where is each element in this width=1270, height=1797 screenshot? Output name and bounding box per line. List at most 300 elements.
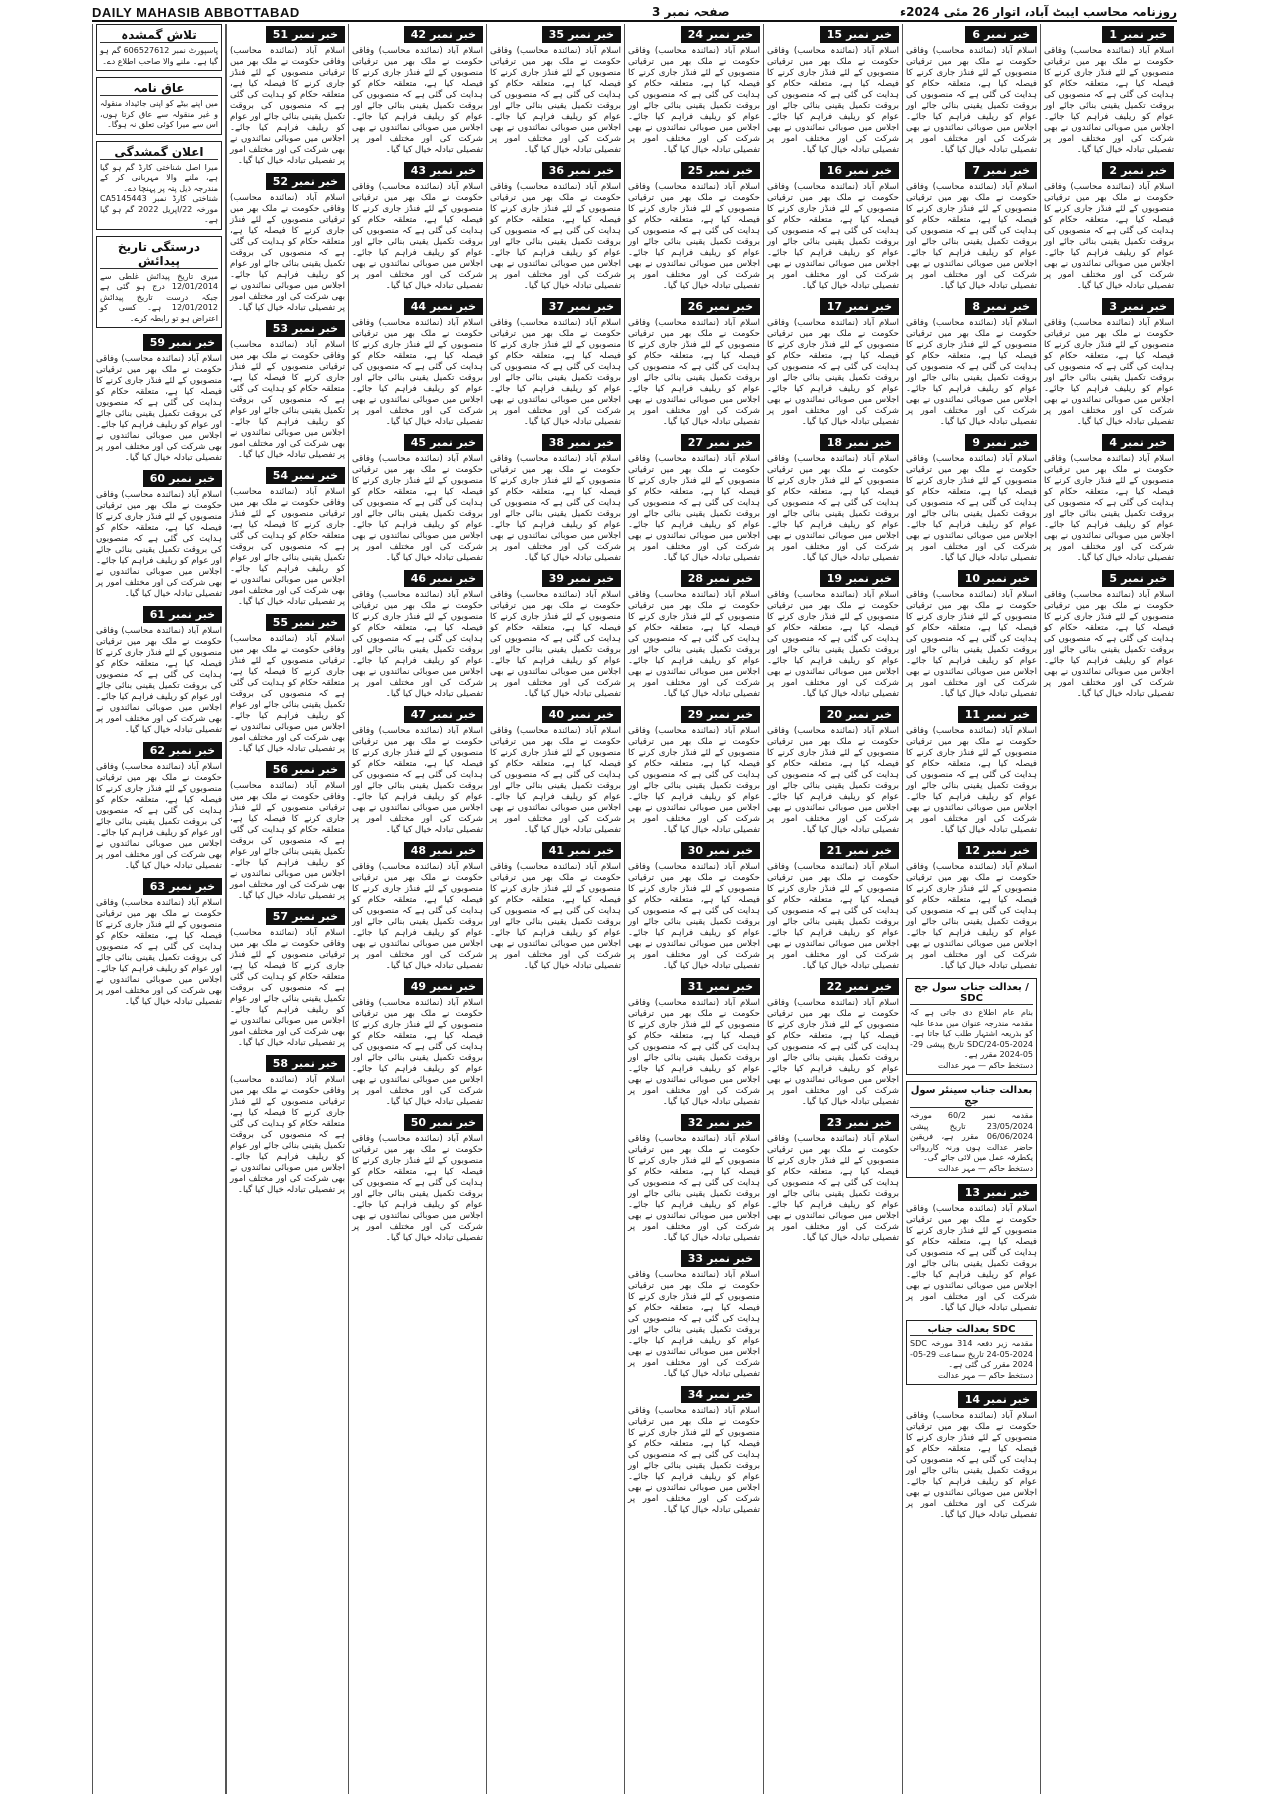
news-item	[1044, 162, 1174, 292]
news-number-badge	[958, 1184, 1037, 1201]
news-number-badge	[681, 570, 760, 587]
news-number-badge	[820, 570, 899, 587]
news-number-badge	[958, 842, 1037, 859]
column-4	[624, 24, 763, 1794]
lost-found-title: تلاش گمشدہ	[100, 28, 218, 43]
news-text: اسلام آباد (نمائندہ محاسب) وفاقی حکومت نے ملک بھر میں ترقیاتی منصوبوں کے لئے فنڈز جاری کرنے کا فیصلہ کیا ہے، متعلقہ حکام کو ہدایت کی گئی ہے کہ منصوبوں کی بروقت تکمیل یقینی بنائی جائے اور عوام کو ریلیف فراہم کیا جائے۔ اجلاس میں صوبائی نمائندوں نے بھی شرکت کی اور مختلف امور پر تفصیلی تبادلہ خیال کیا گیا۔	[906, 318, 1037, 427]
news-text: اسلام آباد (نمائندہ محاسب) وفاقی حکومت نے ملک بھر میں ترقیاتی منصوبوں کے لئے فنڈز جاری کرنے کا فیصلہ کیا ہے، متعلقہ حکام کو ہدایت کی گئی ہے کہ منصوبوں کی بروقت تکمیل یقینی بنائی جائے اور عوام کو ریلیف فراہم کیا جائے۔ اجلاس میں صوبائی نمائندوں نے بھی شرکت کی اور مختلف امور پر تفصیلی تبادلہ خیال کیا گیا۔	[906, 590, 1037, 699]
news-item	[628, 842, 760, 972]
news-number-badge	[542, 298, 621, 315]
news-label: خبر نمبر	[568, 436, 614, 449]
news-number: 53	[272, 322, 289, 335]
news-number-badge	[958, 706, 1037, 723]
paper-date: روزنامہ محاسب ایبٹ آباد، اتوار 26 مئی 2024ء	[899, 5, 1177, 19]
news-label: خبر نمبر	[292, 175, 338, 188]
news-label: خبر نمبر	[169, 880, 215, 893]
news-number: 20	[826, 708, 843, 721]
news-text: اسلام آباد (نمائندہ محاسب) وفاقی حکومت نے ملک بھر میں ترقیاتی منصوبوں کے لئے فنڈز جاری کرنے کا فیصلہ کیا ہے، متعلقہ حکام کو ہدایت کی گئی ہے کہ منصوبوں کی بروقت تکمیل یقینی بنائی جائے اور عوام کو ریلیف فراہم کیا جائے۔ اجلاس میں صوبائی نمائندوں نے بھی شرکت کی اور مختلف امور پر تفصیلی تبادلہ خیال کیا گیا۔	[628, 590, 760, 699]
news-label: خبر نمبر	[707, 844, 753, 857]
news-item	[96, 606, 222, 736]
news-item	[1044, 570, 1174, 700]
news-item	[490, 162, 621, 292]
news-number-badge	[681, 706, 760, 723]
news-text: اسلام آباد (نمائندہ محاسب) وفاقی حکومت نے ملک بھر میں ترقیاتی منصوبوں کے لئے فنڈز جاری کرنے کا فیصلہ کیا ہے، متعلقہ حکام کو ہدایت کی گئی ہے کہ منصوبوں کی بروقت تکمیل یقینی بنائی جائے اور عوام کو ریلیف فراہم کیا جائے۔ اجلاس میں صوبائی نمائندوں نے بھی شرکت کی اور مختلف امور پر تفصیلی تبادلہ خیال کیا گیا۔	[906, 1204, 1037, 1313]
news-number-badge	[542, 162, 621, 179]
news-number: 48	[410, 844, 427, 857]
news-text: اسلام آباد (نمائندہ محاسب) وفاقی حکومت نے ملک بھر میں ترقیاتی منصوبوں کے لئے فنڈز جاری کرنے کا فیصلہ کیا ہے، متعلقہ حکام کو ہدایت کی گئی ہے کہ منصوبوں کی بروقت تکمیل یقینی بنائی جائے اور عوام کو ریلیف فراہم کیا جائے۔ اجلاس میں صوبائی نمائندوں نے بھی شرکت کی اور مختلف امور پر تفصیلی تبادلہ خیال کیا گیا۔	[906, 1411, 1037, 1520]
dob-title: درستگی تاریخ پیدائش	[100, 240, 218, 269]
column-7	[226, 24, 348, 1794]
news-number: 49	[410, 980, 427, 993]
news-label: خبر نمبر	[568, 572, 614, 585]
page-number: صفحہ نمبر 3	[652, 5, 730, 19]
news-item	[767, 162, 899, 292]
news-item	[230, 26, 345, 167]
news-number: 40	[548, 708, 565, 721]
news-text: اسلام آباد (نمائندہ محاسب) وفاقی حکومت نے ملک بھر میں ترقیاتی منصوبوں کے لئے فنڈز جاری کرنے کا فیصلہ کیا ہے، متعلقہ حکام کو ہدایت کی گئی ہے کہ منصوبوں کی بروقت تکمیل یقینی بنائی جائے اور عوام کو ریلیف فراہم کیا جائے۔ اجلاس میں صوبائی نمائندوں نے بھی شرکت کی اور مختلف امور پر تفصیلی تبادلہ خیال کیا گیا۔	[906, 862, 1037, 971]
news-item	[230, 908, 345, 1049]
news-item	[352, 842, 483, 972]
news-item	[96, 334, 222, 464]
news-label: خبر نمبر	[1121, 572, 1167, 585]
news-number: 24	[687, 28, 704, 41]
news-text: اسلام آباد (نمائندہ محاسب) وفاقی حکومت نے ملک بھر میں ترقیاتی منصوبوں کے لئے فنڈز جاری کرنے کا فیصلہ کیا ہے، متعلقہ حکام کو ہدایت کی گئی ہے کہ منصوبوں کی بروقت تکمیل یقینی بنائی جائے اور عوام کو ریلیف فراہم کیا جائے۔ اجلاس میں صوبائی نمائندوں نے بھی شرکت کی اور مختلف امور پر تفصیلی تبادلہ خیال کیا گیا۔	[230, 634, 345, 754]
news-text: اسلام آباد (نمائندہ محاسب) وفاقی حکومت نے ملک بھر میں ترقیاتی منصوبوں کے لئے فنڈز جاری کرنے کا فیصلہ کیا ہے، متعلقہ حکام کو ہدایت کی گئی ہے کہ منصوبوں کی بروقت تکمیل یقینی بنائی جائے اور عوام کو ریلیف فراہم کیا جائے۔ اجلاس میں صوبائی نمائندوں نے بھی شرکت کی اور مختلف امور پر تفصیلی تبادلہ خیال کیا گیا۔	[230, 193, 345, 313]
news-label: خبر نمبر	[568, 164, 614, 177]
news-text: اسلام آباد (نمائندہ محاسب) وفاقی حکومت نے ملک بھر میں ترقیاتی منصوبوں کے لئے فنڈز جاری کرنے کا فیصلہ کیا ہے، متعلقہ حکام کو ہدایت کی گئی ہے کہ منصوبوں کی بروقت تکمیل یقینی بنائی جائے اور عوام کو ریلیف فراہم کیا جائے۔ اجلاس میں صوبائی نمائندوں نے بھی شرکت کی اور مختلف امور پر تفصیلی تبادلہ خیال کیا گیا۔	[1044, 46, 1174, 155]
news-number: 19	[826, 572, 843, 585]
news-text: اسلام آباد (نمائندہ محاسب) وفاقی حکومت نے ملک بھر میں ترقیاتی منصوبوں کے لئے فنڈز جاری کرنے کا فیصلہ کیا ہے، متعلقہ حکام کو ہدایت کی گئی ہے کہ منصوبوں کی بروقت تکمیل یقینی بنائی جائے اور عوام کو ریلیف فراہم کیا جائے۔ اجلاس میں صوبائی نمائندوں نے بھی شرکت کی اور مختلف امور پر تفصیلی تبادلہ خیال کیا گیا۔	[767, 318, 899, 427]
news-item	[230, 761, 345, 902]
news-number-badge	[404, 706, 483, 723]
news-number: 63	[149, 880, 166, 893]
news-label: خبر نمبر	[292, 616, 338, 629]
news-item	[1044, 26, 1174, 156]
news-number: 41	[548, 844, 565, 857]
news-number: 62	[149, 744, 166, 757]
news-number: 35	[548, 28, 565, 41]
news-item	[352, 298, 483, 428]
news-text: اسلام آباد (نمائندہ محاسب) وفاقی حکومت نے ملک بھر میں ترقیاتی منصوبوں کے لئے فنڈز جاری کرنے کا فیصلہ کیا ہے، متعلقہ حکام کو ہدایت کی گئی ہے کہ منصوبوں کی بروقت تکمیل یقینی بنائی جائے اور عوام کو ریلیف فراہم کیا جائے۔ اجلاس میں صوبائی نمائندوں نے بھی شرکت کی اور مختلف امور پر تفصیلی تبادلہ خیال کیا گیا۔	[230, 46, 345, 166]
news-item	[352, 706, 483, 836]
news-number-badge	[542, 434, 621, 451]
news-number-badge	[820, 434, 899, 451]
news-text: اسلام آباد (نمائندہ محاسب) وفاقی حکومت نے ملک بھر میں ترقیاتی منصوبوں کے لئے فنڈز جاری کرنے کا فیصلہ کیا ہے، متعلقہ حکام کو ہدایت کی گئی ہے کہ منصوبوں کی بروقت تکمیل یقینی بنائی جائے اور عوام کو ریلیف فراہم کیا جائے۔ اجلاس میں صوبائی نمائندوں نے بھی شرکت کی اور مختلف امور پر تفصیلی تبادلہ خیال کیا گیا۔	[490, 726, 621, 835]
news-text: اسلام آباد (نمائندہ محاسب) وفاقی حکومت نے ملک بھر میں ترقیاتی منصوبوں کے لئے فنڈز جاری کرنے کا فیصلہ کیا ہے، متعلقہ حکام کو ہدایت کی گئی ہے کہ منصوبوں کی بروقت تکمیل یقینی بنائی جائے اور عوام کو ریلیف فراہم کیا جائے۔ اجلاس میں صوبائی نمائندوں نے بھی شرکت کی اور مختلف امور پر تفصیلی تبادلہ خیال کیا گیا۔	[1044, 182, 1174, 291]
news-number: 54	[272, 469, 289, 482]
news-number-badge	[965, 298, 1037, 315]
news-item	[1044, 298, 1174, 428]
news-item	[1044, 434, 1174, 564]
news-number-badge	[266, 26, 345, 43]
news-label: خبر نمبر	[292, 763, 338, 776]
news-number-badge	[542, 842, 621, 859]
news-number-badge	[542, 706, 621, 723]
news-number: 4	[1109, 436, 1118, 449]
news-number: 45	[410, 436, 427, 449]
column-8	[92, 24, 226, 1794]
news-number: 51	[272, 28, 289, 41]
news-label: خبر نمبر	[430, 572, 476, 585]
news-number-badge	[542, 570, 621, 587]
news-label: خبر نمبر	[846, 980, 892, 993]
news-text: اسلام آباد (نمائندہ محاسب) وفاقی حکومت نے ملک بھر میں ترقیاتی منصوبوں کے لئے فنڈز جاری کرنے کا فیصلہ کیا ہے، متعلقہ حکام کو ہدایت کی گئی ہے کہ منصوبوں کی بروقت تکمیل یقینی بنائی جائے اور عوام کو ریلیف فراہم کیا جائے۔ اجلاس میں صوبائی نمائندوں نے بھی شرکت کی اور مختلف امور پر تفصیلی تبادلہ خیال کیا گیا۔	[628, 182, 760, 291]
news-text: اسلام آباد (نمائندہ محاسب) وفاقی حکومت نے ملک بھر میں ترقیاتی منصوبوں کے لئے فنڈز جاری کرنے کا فیصلہ کیا ہے، متعلقہ حکام کو ہدایت کی گئی ہے کہ منصوبوں کی بروقت تکمیل یقینی بنائی جائے اور عوام کو ریلیف فراہم کیا جائے۔ اجلاس میں صوبائی نمائندوں نے بھی شرکت کی اور مختلف امور پر تفصیلی تبادلہ خیال کیا گیا۔	[96, 898, 222, 1007]
court-notice-1-title: بعدالت جناب سول جج / SDC	[910, 982, 1033, 1005]
news-item	[906, 26, 1037, 156]
news-number-badge	[143, 606, 222, 623]
cnic-text: شناختی کارڈ نمبر CA5145443 مورخہ 22/اپریل 2022 گم ہو گیا ہے۔	[100, 194, 218, 224]
news-text: اسلام آباد (نمائندہ محاسب) وفاقی حکومت نے ملک بھر میں ترقیاتی منصوبوں کے لئے فنڈز جاری کرنے کا فیصلہ کیا ہے، متعلقہ حکام کو ہدایت کی گئی ہے کہ منصوبوں کی بروقت تکمیل یقینی بنائی جائے اور عوام کو ریلیف فراہم کیا جائے۔ اجلاس میں صوبائی نمائندوں نے بھی شرکت کی اور مختلف امور پر تفصیلی تبادلہ خیال کیا گیا۔	[352, 318, 483, 427]
news-number-badge	[820, 298, 899, 315]
news-text: اسلام آباد (نمائندہ محاسب) وفاقی حکومت نے ملک بھر میں ترقیاتی منصوبوں کے لئے فنڈز جاری کرنے کا فیصلہ کیا ہے، متعلقہ حکام کو ہدایت کی گئی ہے کہ منصوبوں کی بروقت تکمیل یقینی بنائی جائے اور عوام کو ریلیف فراہم کیا جائے۔ اجلاس میں صوبائی نمائندوں نے بھی شرکت کی اور مختلف امور پر تفصیلی تبادلہ خیال کیا گیا۔	[352, 46, 483, 155]
news-number-badge	[266, 761, 345, 778]
news-item	[230, 614, 345, 755]
news-item	[767, 1114, 899, 1244]
news-number-badge	[681, 1250, 760, 1267]
news-number: 58	[272, 1057, 289, 1070]
news-label: خبر نمبر	[1121, 300, 1167, 313]
news-number-badge	[681, 978, 760, 995]
news-number: 50	[410, 1116, 427, 1129]
news-text: اسلام آباد (نمائندہ محاسب) وفاقی حکومت نے ملک بھر میں ترقیاتی منصوبوں کے لئے فنڈز جاری کرنے کا فیصلہ کیا ہے، متعلقہ حکام کو ہدایت کی گئی ہے کہ منصوبوں کی بروقت تکمیل یقینی بنائی جائے اور عوام کو ریلیف فراہم کیا جائے۔ اجلاس میں صوبائی نمائندوں نے بھی شرکت کی اور مختلف امور پر تفصیلی تبادلہ خیال کیا گیا۔	[628, 1270, 760, 1379]
news-number-badge	[404, 1114, 483, 1131]
news-label: خبر نمبر	[292, 910, 338, 923]
news-item	[767, 26, 899, 156]
news-label: خبر نمبر	[292, 1057, 338, 1070]
news-item	[96, 878, 222, 1008]
news-number: 3	[1109, 300, 1118, 313]
court-notice-2-title: بعدالت جناب سینئر سول جج	[910, 1085, 1033, 1107]
news-item	[767, 570, 899, 700]
news-label: خبر نمبر	[707, 300, 753, 313]
news-number-badge	[820, 1114, 899, 1131]
news-text: اسلام آباد (نمائندہ محاسب) وفاقی حکومت نے ملک بھر میں ترقیاتی منصوبوں کے لئے فنڈز جاری کرنے کا فیصلہ کیا ہے، متعلقہ حکام کو ہدایت کی گئی ہے کہ منصوبوں کی بروقت تکمیل یقینی بنائی جائے اور عوام کو ریلیف فراہم کیا جائے۔ اجلاس میں صوبائی نمائندوں نے بھی شرکت کی اور مختلف امور پر تفصیلی تبادلہ خیال کیا گیا۔	[96, 626, 222, 735]
news-label: خبر نمبر	[984, 436, 1030, 449]
news-text: اسلام آباد (نمائندہ محاسب) وفاقی حکومت نے ملک بھر میں ترقیاتی منصوبوں کے لئے فنڈز جاری کرنے کا فیصلہ کیا ہے، متعلقہ حکام کو ہدایت کی گئی ہے کہ منصوبوں کی بروقت تکمیل یقینی بنائی جائے اور عوام کو ریلیف فراہم کیا جائے۔ اجلاس میں صوبائی نمائندوں نے بھی شرکت کی اور مختلف امور پر تفصیلی تبادلہ خیال کیا گیا۔	[628, 862, 760, 971]
news-number: 13	[964, 1186, 981, 1199]
column-2	[902, 24, 1040, 1794]
dob-box	[96, 236, 222, 329]
news-text: اسلام آباد (نمائندہ محاسب) وفاقی حکومت نے ملک بھر میں ترقیاتی منصوبوں کے لئے فنڈز جاری کرنے کا فیصلہ کیا ہے، متعلقہ حکام کو ہدایت کی گئی ہے کہ منصوبوں کی بروقت تکمیل یقینی بنائی جائے اور عوام کو ریلیف فراہم کیا جائے۔ اجلاس میں صوبائی نمائندوں نے بھی شرکت کی اور مختلف امور پر تفصیلی تبادلہ خیال کیا گیا۔	[96, 354, 222, 463]
news-item	[628, 434, 760, 564]
news-number: 52	[272, 175, 289, 188]
news-number: 1	[1109, 28, 1118, 41]
news-text: اسلام آباد (نمائندہ محاسب) وفاقی حکومت نے ملک بھر میں ترقیاتی منصوبوں کے لئے فنڈز جاری کرنے کا فیصلہ کیا ہے، متعلقہ حکام کو ہدایت کی گئی ہے کہ منصوبوں کی بروقت تکمیل یقینی بنائی جائے اور عوام کو ریلیف فراہم کیا جائے۔ اجلاس میں صوبائی نمائندوں نے بھی شرکت کی اور مختلف امور پر تفصیلی تبادلہ خیال کیا گیا۔	[96, 490, 222, 599]
news-text: اسلام آباد (نمائندہ محاسب) وفاقی حکومت نے ملک بھر میں ترقیاتی منصوبوں کے لئے فنڈز جاری کرنے کا فیصلہ کیا ہے، متعلقہ حکام کو ہدایت کی گئی ہے کہ منصوبوں کی بروقت تکمیل یقینی بنائی جائے اور عوام کو ریلیف فراہم کیا جائے۔ اجلاس میں صوبائی نمائندوں نے بھی شرکت کی اور مختلف امور پر تفصیلی تبادلہ خیال کیا گیا۔	[628, 46, 760, 155]
news-number: 47	[410, 708, 427, 721]
news-item	[906, 298, 1037, 428]
news-label: خبر نمبر	[846, 844, 892, 857]
news-text: اسلام آباد (نمائندہ محاسب) وفاقی حکومت نے ملک بھر میں ترقیاتی منصوبوں کے لئے فنڈز جاری کرنے کا فیصلہ کیا ہے، متعلقہ حکام کو ہدایت کی گئی ہے کہ منصوبوں کی بروقت تکمیل یقینی بنائی جائے اور عوام کو ریلیف فراہم کیا جائے۔ اجلاس میں صوبائی نمائندوں نے بھی شرکت کی اور مختلف امور پر تفصیلی تبادلہ خیال کیا گیا۔	[230, 340, 345, 460]
news-item	[628, 26, 760, 156]
news-number-badge	[143, 334, 222, 351]
news-text: اسلام آباد (نمائندہ محاسب) وفاقی حکومت نے ملک بھر میں ترقیاتی منصوبوں کے لئے فنڈز جاری کرنے کا فیصلہ کیا ہے، متعلقہ حکام کو ہدایت کی گئی ہے کہ منصوبوں کی بروقت تکمیل یقینی بنائی جائے اور عوام کو ریلیف فراہم کیا جائے۔ اجلاس میں صوبائی نمائندوں نے بھی شرکت کی اور مختلف امور پر تفصیلی تبادلہ خیال کیا گیا۔	[1044, 318, 1174, 427]
news-number: 6	[972, 28, 981, 41]
news-text: اسلام آباد (نمائندہ محاسب) وفاقی حکومت نے ملک بھر میں ترقیاتی منصوبوں کے لئے فنڈز جاری کرنے کا فیصلہ کیا ہے، متعلقہ حکام کو ہدایت کی گئی ہے کہ منصوبوں کی بروقت تکمیل یقینی بنائی جائے اور عوام کو ریلیف فراہم کیا جائے۔ اجلاس میں صوبائی نمائندوں نے بھی شرکت کی اور مختلف امور پر تفصیلی تبادلہ خیال کیا گیا۔	[767, 862, 899, 971]
news-label: خبر نمبر	[984, 1393, 1030, 1406]
news-text: اسلام آباد (نمائندہ محاسب) وفاقی حکومت نے ملک بھر میں ترقیاتی منصوبوں کے لئے فنڈز جاری کرنے کا فیصلہ کیا ہے، متعلقہ حکام کو ہدایت کی گئی ہے کہ منصوبوں کی بروقت تکمیل یقینی بنائی جائے اور عوام کو ریلیف فراہم کیا جائے۔ اجلاس میں صوبائی نمائندوں نے بھی شرکت کی اور مختلف امور پر تفصیلی تبادلہ خیال کیا گیا۔	[767, 998, 899, 1107]
news-number: 42	[410, 28, 427, 41]
news-number: 17	[826, 300, 843, 313]
news-number-badge	[266, 320, 345, 337]
news-number: 23	[826, 1116, 843, 1129]
news-text: اسلام آباد (نمائندہ محاسب) وفاقی حکومت نے ملک بھر میں ترقیاتی منصوبوں کے لئے فنڈز جاری کرنے کا فیصلہ کیا ہے، متعلقہ حکام کو ہدایت کی گئی ہے کہ منصوبوں کی بروقت تکمیل یقینی بنائی جائے اور عوام کو ریلیف فراہم کیا جائے۔ اجلاس میں صوبائی نمائندوں نے بھی شرکت کی اور مختلف امور پر تفصیلی تبادلہ خیال کیا گیا۔	[490, 46, 621, 155]
news-item	[490, 434, 621, 564]
dob-text: میری تاریخ پیدائش غلطی سے 12/01/2014 درج ہو گئی ہے جبکہ درست تاریخ پیدائش 12/01/2012 ہے۔ کسی کو اعتراض ہو تو رابطہ کرے۔	[100, 271, 218, 323]
news-item	[767, 706, 899, 836]
news-number: 29	[687, 708, 704, 721]
disowned-box	[96, 77, 222, 135]
news-text: اسلام آباد (نمائندہ محاسب) وفاقی حکومت نے ملک بھر میں ترقیاتی منصوبوں کے لئے فنڈز جاری کرنے کا فیصلہ کیا ہے، متعلقہ حکام کو ہدایت کی گئی ہے کہ منصوبوں کی بروقت تکمیل یقینی بنائی جائے اور عوام کو ریلیف فراہم کیا جائے۔ اجلاس میں صوبائی نمائندوں نے بھی شرکت کی اور مختلف امور پر تفصیلی تبادلہ خیال کیا گیا۔	[352, 590, 483, 699]
news-label: خبر نمبر	[707, 164, 753, 177]
news-text: اسلام آباد (نمائندہ محاسب) وفاقی حکومت نے ملک بھر میں ترقیاتی منصوبوں کے لئے فنڈز جاری کرنے کا فیصلہ کیا ہے، متعلقہ حکام کو ہدایت کی گئی ہے کہ منصوبوں کی بروقت تکمیل یقینی بنائی جائے اور عوام کو ریلیف فراہم کیا جائے۔ اجلاس میں صوبائی نمائندوں نے بھی شرکت کی اور مختلف امور پر تفصیلی تبادلہ خیال کیا گیا۔	[906, 182, 1037, 291]
news-number-badge	[266, 1055, 345, 1072]
news-text: اسلام آباد (نمائندہ محاسب) وفاقی حکومت نے ملک بھر میں ترقیاتی منصوبوں کے لئے فنڈز جاری کرنے کا فیصلہ کیا ہے، متعلقہ حکام کو ہدایت کی گئی ہے کہ منصوبوں کی بروقت تکمیل یقینی بنائی جائے اور عوام کو ریلیف فراہم کیا جائے۔ اجلاس میں صوبائی نمائندوں نے بھی شرکت کی اور مختلف امور پر تفصیلی تبادلہ خیال کیا گیا۔	[490, 590, 621, 699]
column-3	[763, 24, 902, 1794]
news-number-badge	[681, 298, 760, 315]
news-number: 25	[687, 164, 704, 177]
news-label: خبر نمبر	[846, 28, 892, 41]
news-label: خبر نمبر	[707, 1116, 753, 1129]
news-item	[96, 742, 222, 872]
news-label: خبر نمبر	[846, 1116, 892, 1129]
news-number: 55	[272, 616, 289, 629]
news-label: خبر نمبر	[430, 300, 476, 313]
news-number-badge	[681, 1114, 760, 1131]
news-item	[230, 467, 345, 608]
court-notice-3-sign: دستخط حاکم — مہر عدالت	[938, 1370, 1033, 1380]
news-item	[906, 162, 1037, 292]
news-number: 28	[687, 572, 704, 585]
news-item	[628, 1250, 760, 1380]
news-number: 61	[149, 608, 166, 621]
news-item	[628, 1114, 760, 1244]
news-number: 31	[687, 980, 704, 993]
news-text: اسلام آباد (نمائندہ محاسب) وفاقی حکومت نے ملک بھر میں ترقیاتی منصوبوں کے لئے فنڈز جاری کرنے کا فیصلہ کیا ہے، متعلقہ حکام کو ہدایت کی گئی ہے کہ منصوبوں کی بروقت تکمیل یقینی بنائی جائے اور عوام کو ریلیف فراہم کیا جائے۔ اجلاس میں صوبائی نمائندوں نے بھی شرکت کی اور مختلف امور پر تفصیلی تبادلہ خیال کیا گیا۔	[230, 487, 345, 607]
news-number: 2	[1109, 164, 1118, 177]
news-label: خبر نمبر	[292, 469, 338, 482]
news-label: خبر نمبر	[984, 844, 1030, 857]
news-number-badge	[681, 842, 760, 859]
news-text: اسلام آباد (نمائندہ محاسب) وفاقی حکومت نے ملک بھر میں ترقیاتی منصوبوں کے لئے فنڈز جاری کرنے کا فیصلہ کیا ہے، متعلقہ حکام کو ہدایت کی گئی ہے کہ منصوبوں کی بروقت تکمیل یقینی بنائی جائے اور عوام کو ریلیف فراہم کیا جائے۔ اجلاس میں صوبائی نمائندوں نے بھی شرکت کی اور مختلف امور پر تفصیلی تبادلہ خیال کیا گیا۔	[628, 1406, 760, 1515]
news-text: اسلام آباد (نمائندہ محاسب) وفاقی حکومت نے ملک بھر میں ترقیاتی منصوبوں کے لئے فنڈز جاری کرنے کا فیصلہ کیا ہے، متعلقہ حکام کو ہدایت کی گئی ہے کہ منصوبوں کی بروقت تکمیل یقینی بنائی جائے اور عوام کو ریلیف فراہم کیا جائے۔ اجلاس میں صوبائی نمائندوں نے بھی شرکت کی اور مختلف امور پر تفصیلی تبادلہ خیال کیا گیا۔	[628, 1134, 760, 1243]
court-notice-2-sign: دستخط حاکم — مہر عدالت	[938, 1163, 1033, 1173]
news-item	[906, 434, 1037, 564]
news-number-badge	[404, 162, 483, 179]
news-number-badge	[820, 26, 899, 43]
news-number: 7	[972, 164, 981, 177]
news-label: خبر نمبر	[984, 572, 1030, 585]
news-number: 10	[964, 572, 981, 585]
news-label: خبر نمبر	[430, 164, 476, 177]
news-number-badge	[681, 162, 760, 179]
news-label: خبر نمبر	[292, 28, 338, 41]
court-notice-2-text: مقدمہ نمبر 60/2 مورخہ 23/05/2024 تاریخ پیشی 06/06/2024 مقرر ہے، فریقین حاضر عدالت ہوں ورنہ کارروائی یکطرفہ عمل میں لائی جائے گی۔	[910, 1111, 1033, 1162]
news-text: اسلام آباد (نمائندہ محاسب) وفاقی حکومت نے ملک بھر میں ترقیاتی منصوبوں کے لئے فنڈز جاری کرنے کا فیصلہ کیا ہے، متعلقہ حکام کو ہدایت کی گئی ہے کہ منصوبوں کی بروقت تکمیل یقینی بنائی جائے اور عوام کو ریلیف فراہم کیا جائے۔ اجلاس میں صوبائی نمائندوں نے بھی شرکت کی اور مختلف امور پر تفصیلی تبادلہ خیال کیا گیا۔	[490, 454, 621, 563]
news-label: خبر نمبر	[707, 708, 753, 721]
news-item	[906, 1391, 1037, 1521]
news-label: خبر نمبر	[292, 322, 338, 335]
court-notice-1	[906, 978, 1037, 1075]
news-item	[490, 26, 621, 156]
news-item	[906, 1184, 1037, 1314]
news-label: خبر نمبر	[1121, 164, 1167, 177]
news-item	[628, 706, 760, 836]
news-label: خبر نمبر	[984, 708, 1030, 721]
news-number-badge	[266, 908, 345, 925]
news-text: اسلام آباد (نمائندہ محاسب) وفاقی حکومت نے ملک بھر میں ترقیاتی منصوبوں کے لئے فنڈز جاری کرنے کا فیصلہ کیا ہے، متعلقہ حکام کو ہدایت کی گئی ہے کہ منصوبوں کی بروقت تکمیل یقینی بنائی جائے اور عوام کو ریلیف فراہم کیا جائے۔ اجلاس میں صوبائی نمائندوں نے بھی شرکت کی اور مختلف امور پر تفصیلی تبادلہ خیال کیا گیا۔	[767, 726, 899, 835]
news-text: اسلام آباد (نمائندہ محاسب) وفاقی حکومت نے ملک بھر میں ترقیاتی منصوبوں کے لئے فنڈز جاری کرنے کا فیصلہ کیا ہے، متعلقہ حکام کو ہدایت کی گئی ہے کہ منصوبوں کی بروقت تکمیل یقینی بنائی جائے اور عوام کو ریلیف فراہم کیا جائے۔ اجلاس میں صوبائی نمائندوں نے بھی شرکت کی اور مختلف امور پر تفصیلی تبادلہ خیال کیا گیا۔	[352, 862, 483, 971]
news-number-badge	[1102, 434, 1174, 451]
news-number: 9	[972, 436, 981, 449]
news-label: خبر نمبر	[568, 28, 614, 41]
news-number: 22	[826, 980, 843, 993]
news-label: خبر نمبر	[846, 436, 892, 449]
news-label: خبر نمبر	[430, 1116, 476, 1129]
news-number: 11	[964, 708, 981, 721]
news-number-badge	[143, 470, 222, 487]
news-label: خبر نمبر	[707, 28, 753, 41]
news-label: خبر نمبر	[846, 164, 892, 177]
announce-text: میرا اصل شناختی کارڈ گم ہو گیا ہے، ملنے والا مہربانی کر کے مندرجہ ذیل پتہ پر پہنچا دے۔	[100, 162, 218, 193]
news-text: اسلام آباد (نمائندہ محاسب) وفاقی حکومت نے ملک بھر میں ترقیاتی منصوبوں کے لئے فنڈز جاری کرنے کا فیصلہ کیا ہے، متعلقہ حکام کو ہدایت کی گئی ہے کہ منصوبوں کی بروقت تکمیل یقینی بنائی جائے اور عوام کو ریلیف فراہم کیا جائے۔ اجلاس میں صوبائی نمائندوں نے بھی شرکت کی اور مختلف امور پر تفصیلی تبادلہ خیال کیا گیا۔	[628, 726, 760, 835]
news-number: 38	[548, 436, 565, 449]
news-number-badge	[404, 978, 483, 995]
masthead	[92, 4, 1177, 22]
news-number-badge	[965, 26, 1037, 43]
news-item	[628, 1386, 760, 1516]
court-notice-1-text: بنام عام اطلاع دی جاتی ہے کہ مقدمہ مندرجہ عنوان میں مدعا علیہ کو بذریعہ اشتہار طلب کیا جاتا ہے۔ SDC/24-05-2024 تاریخ پیشی 29-05-2024 مقرر ہے۔	[910, 1008, 1033, 1059]
news-text: اسلام آباد (نمائندہ محاسب) وفاقی حکومت نے ملک بھر میں ترقیاتی منصوبوں کے لئے فنڈز جاری کرنے کا فیصلہ کیا ہے، متعلقہ حکام کو ہدایت کی گئی ہے کہ منصوبوں کی بروقت تکمیل یقینی بنائی جائے اور عوام کو ریلیف فراہم کیا جائے۔ اجلاس میں صوبائی نمائندوں نے بھی شرکت کی اور مختلف امور پر تفصیلی تبادلہ خیال کیا گیا۔	[490, 862, 621, 971]
news-number-badge	[143, 742, 222, 759]
disowned-title: عاق نامہ	[100, 81, 218, 96]
news-number: 5	[1109, 572, 1118, 585]
news-item	[906, 842, 1037, 972]
news-item	[906, 706, 1037, 836]
news-number-badge	[404, 842, 483, 859]
news-label: خبر نمبر	[430, 28, 476, 41]
news-number-badge	[404, 26, 483, 43]
news-item	[767, 842, 899, 972]
news-item	[490, 298, 621, 428]
news-label: خبر نمبر	[568, 708, 614, 721]
news-number-badge	[820, 978, 899, 995]
news-number-badge	[266, 467, 345, 484]
court-notice-1-sign: دستخط حاکم — مہر عدالت	[938, 1060, 1033, 1070]
news-text: اسلام آباد (نمائندہ محاسب) وفاقی حکومت نے ملک بھر میں ترقیاتی منصوبوں کے لئے فنڈز جاری کرنے کا فیصلہ کیا ہے، متعلقہ حکام کو ہدایت کی گئی ہے کہ منصوبوں کی بروقت تکمیل یقینی بنائی جائے اور عوام کو ریلیف فراہم کیا جائے۔ اجلاس میں صوبائی نمائندوں نے بھی شرکت کی اور مختلف امور پر تفصیلی تبادلہ خیال کیا گیا۔	[352, 454, 483, 563]
news-item	[628, 978, 760, 1108]
news-label: خبر نمبر	[707, 980, 753, 993]
news-label: خبر نمبر	[846, 300, 892, 313]
news-number-badge	[266, 173, 345, 190]
news-label: خبر نمبر	[984, 300, 1030, 313]
news-number: 37	[548, 300, 565, 313]
news-text: اسلام آباد (نمائندہ محاسب) وفاقی حکومت نے ملک بھر میں ترقیاتی منصوبوں کے لئے فنڈز جاری کرنے کا فیصلہ کیا ہے، متعلقہ حکام کو ہدایت کی گئی ہے کہ منصوبوں کی بروقت تکمیل یقینی بنائی جائے اور عوام کو ریلیف فراہم کیا جائے۔ اجلاس میں صوبائی نمائندوں نے بھی شرکت کی اور مختلف امور پر تفصیلی تبادلہ خیال کیا گیا۔	[628, 454, 760, 563]
news-number: 43	[410, 164, 427, 177]
news-number: 36	[548, 164, 565, 177]
news-item	[767, 434, 899, 564]
news-number: 26	[687, 300, 704, 313]
news-number-badge	[820, 162, 899, 179]
news-number-badge	[1102, 162, 1174, 179]
news-item	[352, 162, 483, 292]
news-text: اسلام آباد (نمائندہ محاسب) وفاقی حکومت نے ملک بھر میں ترقیاتی منصوبوں کے لئے فنڈز جاری کرنے کا فیصلہ کیا ہے، متعلقہ حکام کو ہدایت کی گئی ہے کہ منصوبوں کی بروقت تکمیل یقینی بنائی جائے اور عوام کو ریلیف فراہم کیا جائے۔ اجلاس میں صوبائی نمائندوں نے بھی شرکت کی اور مختلف امور پر تفصیلی تبادلہ خیال کیا گیا۔	[490, 318, 621, 427]
news-number-badge	[958, 1391, 1037, 1408]
news-label: خبر نمبر	[430, 436, 476, 449]
news-label: خبر نمبر	[984, 164, 1030, 177]
news-number-badge	[404, 570, 483, 587]
lost-found-text: پاسپورٹ نمبر 606527612 گم ہو گیا ہے۔ ملنے والا صاحب اطلاع دے۔	[100, 46, 218, 66]
court-notice-3-title: بعدالت جناب SDC	[910, 1324, 1033, 1336]
news-label: خبر نمبر	[707, 572, 753, 585]
news-item	[352, 978, 483, 1108]
news-text: اسلام آباد (نمائندہ محاسب) وفاقی حکومت نے ملک بھر میں ترقیاتی منصوبوں کے لئے فنڈز جاری کرنے کا فیصلہ کیا ہے، متعلقہ حکام کو ہدایت کی گئی ہے کہ منصوبوں کی بروقت تکمیل یقینی بنائی جائے اور عوام کو ریلیف فراہم کیا جائے۔ اجلاس میں صوبائی نمائندوں نے بھی شرکت کی اور مختلف امور پر تفصیلی تبادلہ خیال کیا گیا۔	[352, 726, 483, 835]
news-item	[628, 298, 760, 428]
news-number-badge	[1102, 570, 1174, 587]
news-label: خبر نمبر	[169, 608, 215, 621]
news-item	[352, 570, 483, 700]
news-number: 27	[687, 436, 704, 449]
news-text: اسلام آباد (نمائندہ محاسب) وفاقی حکومت نے ملک بھر میں ترقیاتی منصوبوں کے لئے فنڈز جاری کرنے کا فیصلہ کیا ہے، متعلقہ حکام کو ہدایت کی گئی ہے کہ منصوبوں کی بروقت تکمیل یقینی بنائی جائے اور عوام کو ریلیف فراہم کیا جائے۔ اجلاس میں صوبائی نمائندوں نے بھی شرکت کی اور مختلف امور پر تفصیلی تبادلہ خیال کیا گیا۔	[1044, 454, 1174, 563]
news-number-badge	[681, 26, 760, 43]
news-number-badge	[542, 26, 621, 43]
court-notice-2	[906, 1081, 1037, 1178]
news-text: اسلام آباد (نمائندہ محاسب) وفاقی حکومت نے ملک بھر میں ترقیاتی منصوبوں کے لئے فنڈز جاری کرنے کا فیصلہ کیا ہے، متعلقہ حکام کو ہدایت کی گئی ہے کہ منصوبوں کی بروقت تکمیل یقینی بنائی جائے اور عوام کو ریلیف فراہم کیا جائے۔ اجلاس میں صوبائی نمائندوں نے بھی شرکت کی اور مختلف امور پر تفصیلی تبادلہ خیال کیا گیا۔	[767, 590, 899, 699]
news-number-badge	[958, 570, 1037, 587]
paper-name: DAILY MAHASIB ABBOTTABAD	[92, 4, 300, 20]
news-label: خبر نمبر	[984, 28, 1030, 41]
news-label: خبر نمبر	[169, 744, 215, 757]
announce-title: اعلان گمشدگی	[100, 145, 218, 160]
news-number: 44	[410, 300, 427, 313]
disowned-text: میں اپنے بیٹے کو اپنی جائیداد منقولہ و غیر منقولہ سے عاق کرتا ہوں، اس سے میرا کوئی تعلق نہ ہوگا۔	[100, 99, 218, 129]
news-label: خبر نمبر	[430, 980, 476, 993]
news-number: 57	[272, 910, 289, 923]
news-label: خبر نمبر	[568, 300, 614, 313]
news-number-badge	[1102, 26, 1174, 43]
news-text: اسلام آباد (نمائندہ محاسب) وفاقی حکومت نے ملک بھر میں ترقیاتی منصوبوں کے لئے فنڈز جاری کرنے کا فیصلہ کیا ہے، متعلقہ حکام کو ہدایت کی گئی ہے کہ منصوبوں کی بروقت تکمیل یقینی بنائی جائے اور عوام کو ریلیف فراہم کیا جائے۔ اجلاس میں صوبائی نمائندوں نے بھی شرکت کی اور مختلف امور پر تفصیلی تبادلہ خیال کیا گیا۔	[96, 762, 222, 871]
news-text: اسلام آباد (نمائندہ محاسب) وفاقی حکومت نے ملک بھر میں ترقیاتی منصوبوں کے لئے فنڈز جاری کرنے کا فیصلہ کیا ہے، متعلقہ حکام کو ہدایت کی گئی ہے کہ منصوبوں کی بروقت تکمیل یقینی بنائی جائے اور عوام کو ریلیف فراہم کیا جائے۔ اجلاس میں صوبائی نمائندوں نے بھی شرکت کی اور مختلف امور پر تفصیلی تبادلہ خیال کیا گیا۔	[1044, 590, 1174, 699]
news-text: اسلام آباد (نمائندہ محاسب) وفاقی حکومت نے ملک بھر میں ترقیاتی منصوبوں کے لئے فنڈز جاری کرنے کا فیصلہ کیا ہے، متعلقہ حکام کو ہدایت کی گئی ہے کہ منصوبوں کی بروقت تکمیل یقینی بنائی جائے اور عوام کو ریلیف فراہم کیا جائے۔ اجلاس میں صوبائی نمائندوں نے بھی شرکت کی اور مختلف امور پر تفصیلی تبادلہ خیال کیا گیا۔	[906, 454, 1037, 563]
news-item	[490, 842, 621, 972]
news-number: 60	[149, 472, 166, 485]
news-item	[230, 320, 345, 461]
news-label: خبر نمبر	[568, 844, 614, 857]
news-number-badge	[143, 878, 222, 895]
news-item	[767, 298, 899, 428]
news-text: اسلام آباد (نمائندہ محاسب) وفاقی حکومت نے ملک بھر میں ترقیاتی منصوبوں کے لئے فنڈز جاری کرنے کا فیصلہ کیا ہے، متعلقہ حکام کو ہدایت کی گئی ہے کہ منصوبوں کی بروقت تکمیل یقینی بنائی جائے اور عوام کو ریلیف فراہم کیا جائے۔ اجلاس میں صوبائی نمائندوں نے بھی شرکت کی اور مختلف امور پر تفصیلی تبادلہ خیال کیا گیا۔	[230, 1075, 345, 1195]
news-item	[352, 1114, 483, 1244]
news-number-badge	[404, 434, 483, 451]
news-number: 56	[272, 763, 289, 776]
news-item	[230, 173, 345, 314]
court-notice-3-text: مقدمہ زیر دفعہ 314 مورخہ SDC 24-05-2024 تاریخ سماعت 29-05-2024 مقرر کی گئی ہے۔	[910, 1339, 1033, 1369]
news-number: 34	[687, 1388, 704, 1401]
news-number: 21	[826, 844, 843, 857]
news-text: اسلام آباد (نمائندہ محاسب) وفاقی حکومت نے ملک بھر میں ترقیاتی منصوبوں کے لئے فنڈز جاری کرنے کا فیصلہ کیا ہے، متعلقہ حکام کو ہدایت کی گئی ہے کہ منصوبوں کی بروقت تکمیل یقینی بنائی جائے اور عوام کو ریلیف فراہم کیا جائے۔ اجلاس میں صوبائی نمائندوں نے بھی شرکت کی اور مختلف امور پر تفصیلی تبادلہ خیال کیا گیا۔	[767, 1134, 899, 1243]
news-number-badge	[404, 298, 483, 315]
news-item	[628, 162, 760, 292]
news-number-badge	[820, 706, 899, 723]
news-label: خبر نمبر	[707, 436, 753, 449]
news-item	[96, 470, 222, 600]
news-text: اسلام آباد (نمائندہ محاسب) وفاقی حکومت نے ملک بھر میں ترقیاتی منصوبوں کے لئے فنڈز جاری کرنے کا فیصلہ کیا ہے، متعلقہ حکام کو ہدایت کی گئی ہے کہ منصوبوں کی بروقت تکمیل یقینی بنائی جائے اور عوام کو ریلیف فراہم کیا جائے۔ اجلاس میں صوبائی نمائندوں نے بھی شرکت کی اور مختلف امور پر تفصیلی تبادلہ خیال کیا گیا۔	[767, 182, 899, 291]
news-item	[767, 978, 899, 1108]
news-text: اسلام آباد (نمائندہ محاسب) وفاقی حکومت نے ملک بھر میں ترقیاتی منصوبوں کے لئے فنڈز جاری کرنے کا فیصلہ کیا ہے، متعلقہ حکام کو ہدایت کی گئی ہے کہ منصوبوں کی بروقت تکمیل یقینی بنائی جائے اور عوام کو ریلیف فراہم کیا جائے۔ اجلاس میں صوبائی نمائندوں نے بھی شرکت کی اور مختلف امور پر تفصیلی تبادلہ خیال کیا گیا۔	[490, 182, 621, 291]
news-number: 16	[826, 164, 843, 177]
news-number: 14	[964, 1393, 981, 1406]
